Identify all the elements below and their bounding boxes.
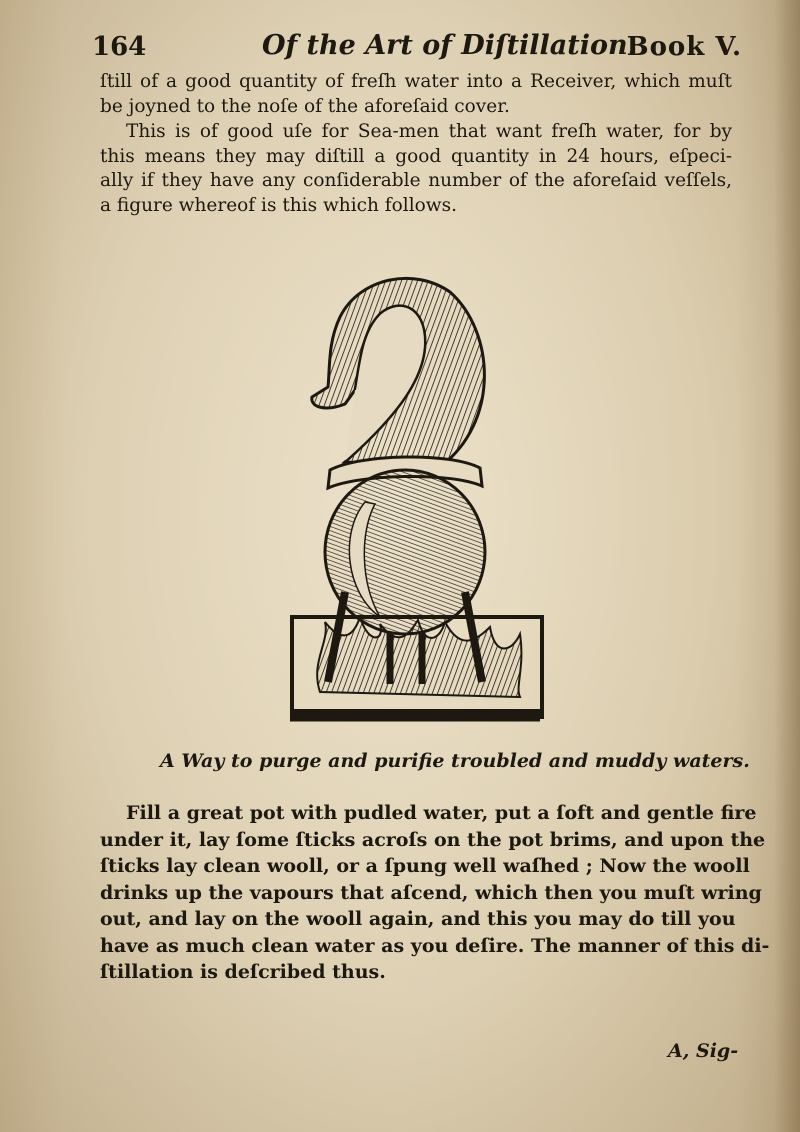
- paragraph-sea-men: [100, 120, 732, 218]
- text-line: under it, lay ſome ſticks acroſs on the pot brims, and upon the: [100, 828, 766, 851]
- text-line: ſtillation is deſcribed thus.: [100, 961, 386, 983]
- text-line: this means they may diſtill a good quantity in 24 hours, eſpeci-: [100, 145, 732, 167]
- page-number: 164: [92, 32, 147, 62]
- text-line: out, and lay on the wooll again, and this you may do till you: [100, 908, 736, 930]
- text-line: ſticks lay clean wooll, or a ſpung well waſhed ; Now the wooll: [100, 855, 750, 877]
- paragraph-continuation: [100, 70, 732, 119]
- text-line: be joyned to the noſe of the aforeſaid cover.: [100, 95, 510, 117]
- text-line: This is of good uſe for Sea-men that want freſh water, for by: [126, 121, 732, 142]
- text-line: drinks up the vapours that aſcend, which then you muſt wring: [100, 881, 762, 904]
- text-line: Fill a great pot with pudled water, put a ſoft and gentle fire: [126, 802, 757, 824]
- book-label: Book V.: [626, 32, 742, 62]
- signature-catchword: A, Sig-: [668, 1040, 739, 1062]
- text-line: ſtill of a good quantity of freſh water into a Receiver, which muſt: [100, 71, 732, 92]
- text-line: a figure whereof is this which follows.: [100, 194, 457, 216]
- running-title: Of the Art of Diſtillation.: [262, 30, 638, 61]
- text-line: have as much clean water as you deſire. The manner of this di-: [100, 934, 770, 957]
- figure-caption: A Way to purge and purifie troubled and muddy waters.: [160, 750, 750, 772]
- still-woodcut-illustration: [250, 272, 560, 732]
- paragraph-pudled-water: [100, 800, 770, 986]
- page-header: [92, 26, 742, 70]
- text-line: ally if they have any conſiderable number of the aforeſaid veſſels,: [100, 170, 732, 191]
